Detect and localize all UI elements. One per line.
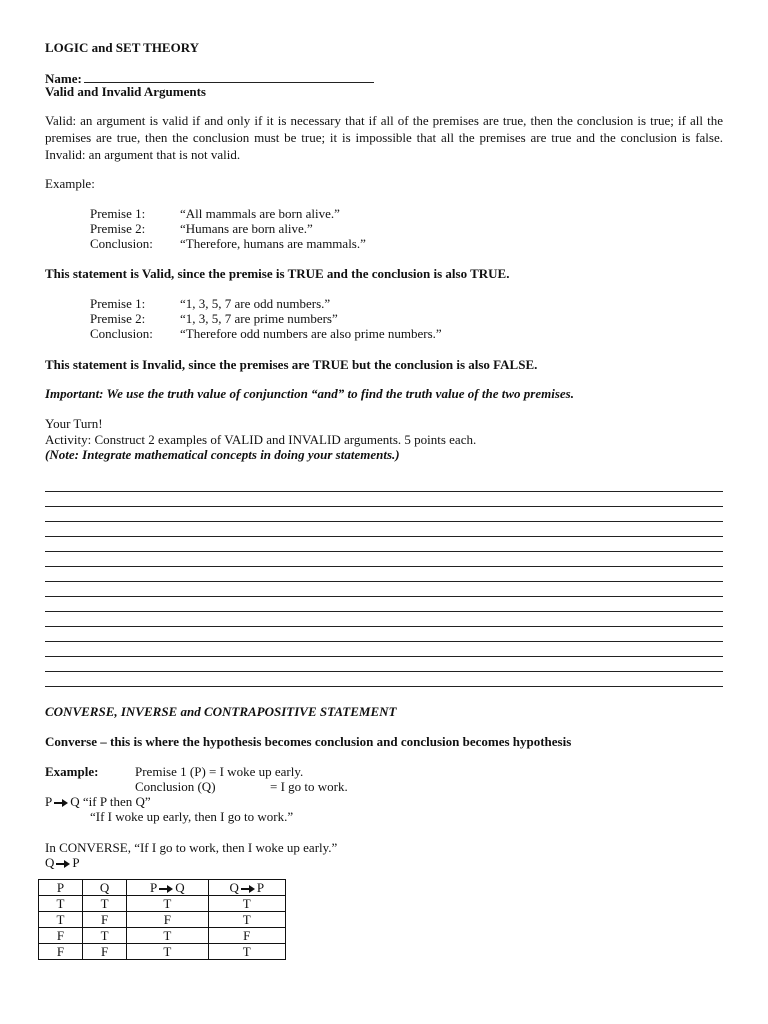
answer-line	[45, 641, 723, 642]
ex1-premise1-label: Premise 1:	[90, 206, 146, 221]
p-symbol: P	[45, 794, 53, 809]
header-q-implies-p	[208, 880, 285, 896]
header-cell-text: P	[56, 880, 65, 895]
answer-line	[45, 536, 723, 537]
right-arrow-icon	[56, 859, 70, 869]
answer-line	[45, 551, 723, 552]
section2-quote: “If I woke up early, then I go to work.”	[90, 809, 294, 824]
table-cell: T	[83, 896, 127, 912]
table-cell: T	[208, 944, 285, 960]
activity-instructions: Activity: Construct 2 examples of VALID and INVALID arguments. 5 points each.	[45, 432, 477, 447]
truth-table	[38, 879, 286, 960]
table-cell: T	[39, 896, 83, 912]
table-cell: T	[127, 928, 208, 944]
header-p-implies-q	[127, 880, 208, 896]
ex2-conclusion-label: Conclusion:	[90, 326, 153, 341]
table-cell: F	[208, 928, 285, 944]
ex1-conclusion-label: Conclusion:	[90, 236, 153, 251]
header-cell-text: Q	[99, 880, 110, 895]
p-symbol: P	[72, 855, 80, 870]
right-arrow-icon	[54, 798, 68, 808]
ex2-verdict: This statement is Invalid, since the premises are TRUE but the conclusion is also FALSE.	[45, 357, 538, 372]
answer-line	[45, 611, 723, 612]
table-cell: F	[127, 912, 208, 928]
converse-definition: Converse – this is where the hypothesis becomes conclusion and conclusion becomes hypothesis	[45, 734, 572, 749]
answer-line	[45, 686, 723, 687]
ex1-premise2-text: “Humans are born alive.”	[180, 221, 313, 236]
answer-line	[45, 491, 723, 492]
header-cell-right: Q	[175, 880, 185, 895]
answer-line	[45, 521, 723, 522]
table-cell: F	[39, 928, 83, 944]
table-cell: F	[83, 912, 127, 928]
right-arrow-icon	[159, 884, 173, 894]
table-cell: T	[127, 896, 208, 912]
table-row	[39, 912, 286, 928]
header-cell-left: P	[150, 880, 158, 895]
ex2-premise1-text: “1, 3, 5, 7 are odd numbers.”	[180, 296, 331, 311]
ex1-premise2-label: Premise 2:	[90, 221, 146, 236]
ex1-premise1-text: “All mammals are born alive.”	[180, 206, 340, 221]
in-converse: In CONVERSE, “If I go to work, then I woke up early.”	[45, 840, 338, 855]
q-symbol: Q	[45, 855, 55, 870]
truth-table-header-row	[39, 880, 286, 896]
ex2-premise2-text: “1, 3, 5, 7 are prime numbers”	[180, 311, 338, 326]
table-row	[39, 928, 286, 944]
section2-example-label: Example:	[45, 764, 99, 779]
header-cell-right: P	[256, 880, 265, 895]
header-q	[83, 880, 127, 896]
ex2-premise2-label: Premise 2:	[90, 311, 146, 326]
ex1-verdict: This statement is Valid, since the premise is TRUE and the conclusion is also TRUE.	[45, 266, 510, 281]
table-cell: T	[83, 928, 127, 944]
name-blank-line	[84, 70, 374, 83]
answer-line	[45, 566, 723, 567]
answer-line	[45, 581, 723, 582]
answer-line	[45, 596, 723, 597]
name-label: Name:	[45, 71, 82, 86]
ex1-conclusion-text: “Therefore, humans are mammals.”	[180, 236, 366, 251]
example-label: Example:	[45, 176, 95, 191]
section2-premise: Premise 1 (P) = I woke up early.	[135, 764, 304, 779]
section2-conclusion-label: Conclusion (Q)	[135, 779, 216, 794]
table-row	[39, 896, 286, 912]
answer-line	[45, 506, 723, 507]
table-row	[39, 944, 286, 960]
activity-note: (Note: Integrate mathematical concepts in doing your statements.)	[45, 447, 400, 462]
section-title: Valid and Invalid Arguments	[45, 84, 206, 99]
table-cell: F	[39, 944, 83, 960]
table-cell: T	[208, 912, 285, 928]
ex2-conclusion-text: “Therefore odd numbers are also prime numbers.”	[180, 326, 442, 341]
document-title: LOGIC and SET THEORY	[45, 40, 200, 55]
your-turn: Your Turn!	[45, 416, 103, 431]
section2-title: CONVERSE, INVERSE and CONTRAPOSITIVE STATEMENT	[45, 704, 397, 719]
table-cell: T	[127, 944, 208, 960]
table-cell: T	[208, 896, 285, 912]
definition-paragraph: Valid: an argument is valid if and only if it is necessary that if all of the premises are true, then the conclusion is true; if all the premises are true, then the conclusion must be true; it is impossible that all the premises are true and the conclusion is false. Invalid: an argument that is not valid.	[45, 113, 723, 162]
ex2-premise1-label: Premise 1:	[90, 296, 146, 311]
p-implies-q	[45, 794, 151, 809]
answer-line	[45, 671, 723, 672]
answer-line	[45, 656, 723, 657]
table-cell: T	[39, 912, 83, 928]
header-p	[39, 880, 83, 896]
q-if-p-then-q: Q “if P then Q”	[70, 794, 151, 809]
right-arrow-icon	[241, 884, 255, 894]
answer-line	[45, 626, 723, 627]
important-note: Important: We use the truth value of conjunction “and” to find the truth value of the two premises.	[45, 386, 574, 401]
section2-conclusion-value: = I go to work.	[270, 779, 348, 794]
table-cell: F	[83, 944, 127, 960]
q-implies-p	[45, 855, 80, 870]
header-cell-left: Q	[229, 880, 239, 895]
